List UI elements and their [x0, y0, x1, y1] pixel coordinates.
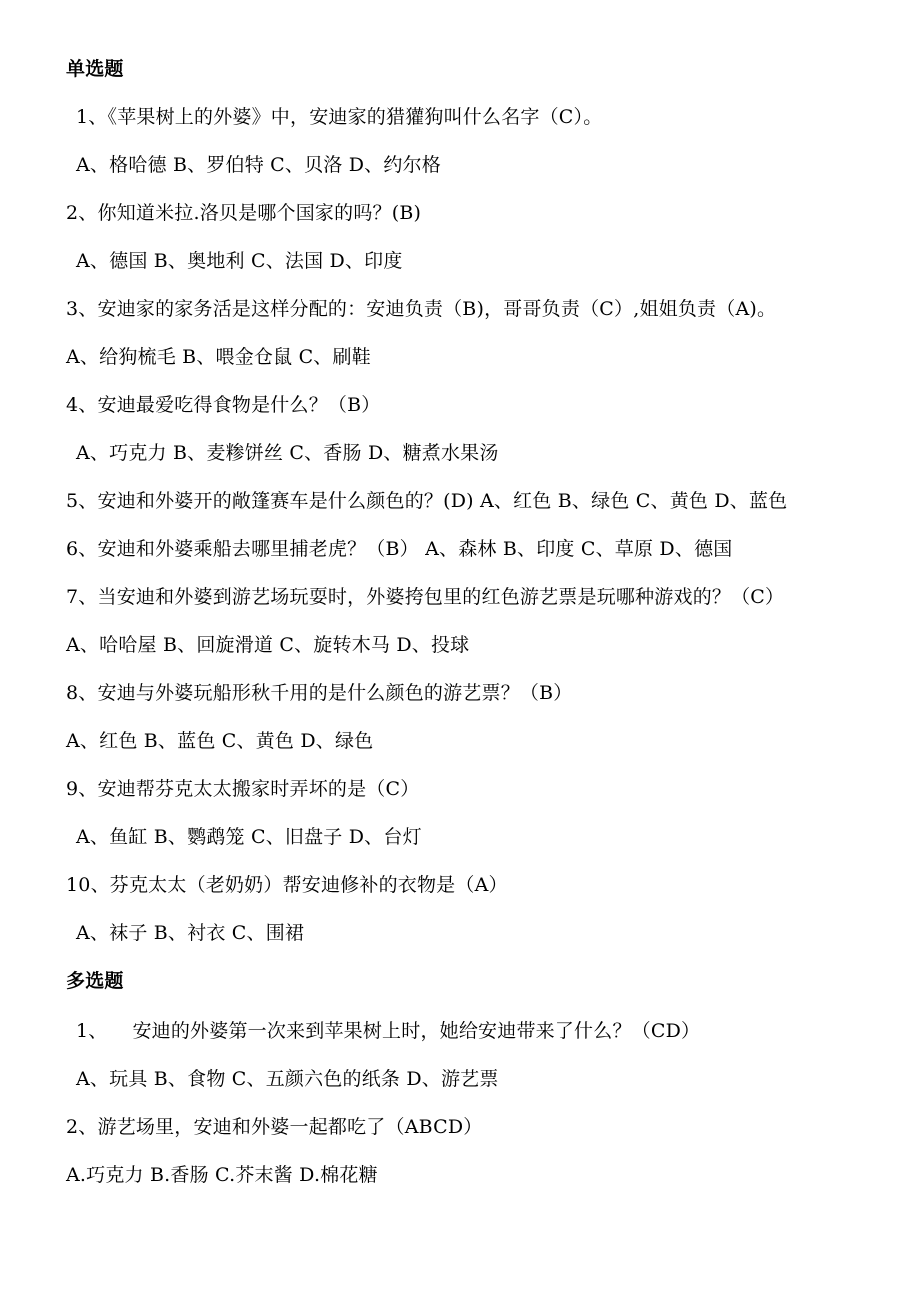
- question-4-options: A、巧克力 B、麦糁饼丝 C、香肠 D、糖煮水果汤: [76, 442, 499, 464]
- multi-question-1: 1、 安迪的外婆第一次来到苹果树上时，她给安迪带来了什么？（CD）: [76, 1020, 701, 1042]
- question-3-options: A、给狗梳毛 B、喂金仓鼠 C、刷鞋: [66, 346, 371, 368]
- question-2: 2、你知道米拉.洛贝是哪个国家的吗？(B): [66, 202, 422, 224]
- section-heading-single-choice: 单选题: [66, 58, 124, 80]
- question-10-options: A、袜子 B、衬衣 C、围裙: [76, 922, 305, 944]
- multi-question-2-options: A.巧克力 B.香肠 C.芥末酱 D.棉花糖: [66, 1164, 378, 1186]
- question-6: 6、安迪和外婆乘船去哪里捕老虎？（B） A、森林 B、印度 C、草原 D、德国: [66, 538, 733, 560]
- question-8-options: A、红色 B、蓝色 C、黄色 D、绿色: [66, 730, 374, 752]
- question-4: 4、安迪最爱吃得食物是什么？（B）: [66, 394, 381, 416]
- multi-question-2: 2、游艺场里，安迪和外婆一起都吃了（ABCD）: [66, 1116, 483, 1138]
- question-1-options: A、格哈德 B、罗伯特 C、贝洛 D、约尔格: [76, 154, 441, 176]
- question-7-options: A、哈哈屋 B、回旋滑道 C、旋转木马 D、投球: [66, 634, 470, 656]
- question-3: 3、安迪家的家务活是这样分配的：安迪负责（B)，哥哥负责（C）,姐姐负责（A)。: [66, 298, 777, 320]
- section-heading-multiple-choice: 多选题: [66, 970, 124, 992]
- question-10: 10、芬克太太（老奶奶）帮安迪修补的衣物是（A）: [66, 874, 508, 896]
- question-5: 5、安迪和外婆开的敞篷赛车是什么颜色的？(D) A、红色 B、绿色 C、黄色 D、蓝色: [66, 490, 788, 512]
- question-8: 8、安迪与外婆玩船形秋千用的是什么颜色的游艺票？（B）: [66, 682, 573, 704]
- question-2-options: A、德国 B、奥地利 C、法国 D、印度: [76, 250, 403, 272]
- question-7: 7、当安迪和外婆到游艺场玩耍时，外婆挎包里的红色游艺票是玩哪种游戏的？（C）: [66, 586, 785, 608]
- question-9-options: A、鱼缸 B、鹦鹉笼 C、旧盘子 D、台灯: [76, 826, 422, 848]
- question-1: 1、《苹果树上的外婆》中，安迪家的猎獾狗叫什么名字（C）。: [76, 106, 603, 128]
- multi-question-1-options: A、玩具 B、食物 C、五颜六色的纸条 D、游艺票: [76, 1068, 499, 1090]
- question-9: 9、安迪帮芬克太太搬家时弄坏的是（C）: [66, 778, 420, 800]
